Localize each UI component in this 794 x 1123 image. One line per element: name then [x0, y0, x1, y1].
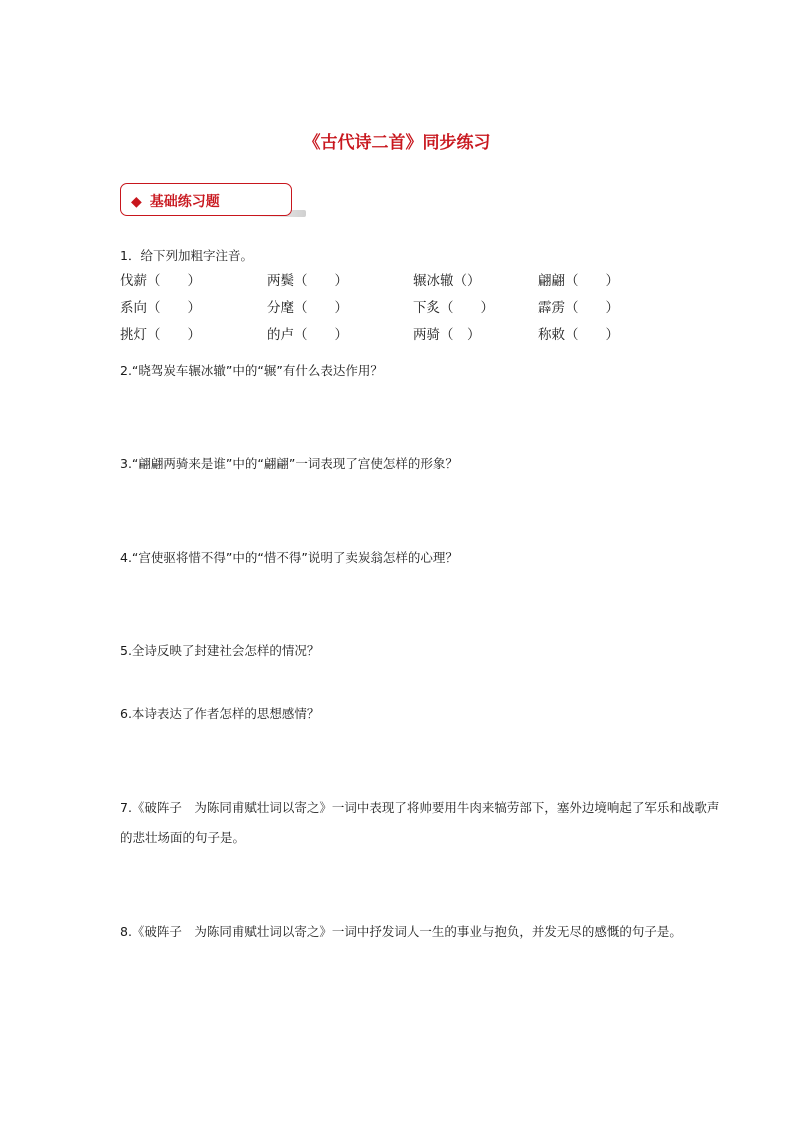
grid-cell: 分麾（ ） — [267, 300, 348, 316]
grid-cell: 挑灯（ ） — [120, 327, 201, 343]
question-2: 2.“晓驾炭车辗冰辙”中的“辗”有什么表达作用？ — [120, 363, 383, 378]
grid-row — [120, 296, 640, 323]
question-6: 6.本诗表达了作者怎样的思想感情？ — [120, 706, 320, 721]
question-8: 8.《破阵子 为陈同甫赋壮词以寄之》一词中抒发词人一生的事业与抱负，并发无尽的感慨的句子是。 — [120, 924, 682, 939]
grid-cell: 霹雳（ ） — [538, 300, 619, 316]
question-4: 4.“宫使驱将惜不得”中的“惜不得”说明了卖炭翁怎样的心理？ — [120, 550, 458, 565]
grid-cell: 系向（ ） — [120, 300, 201, 316]
section-title: 基础练习题 — [149, 194, 220, 210]
grid-cell: 辗冰辙（） — [413, 273, 481, 289]
question-7: 7.《破阵子 为陈同甫赋壮词以寄之》一词中表现了将帅要用牛肉来犒劳部下，塞外边境响起了军乐和战歌声的悲壮场面的句子是。 — [120, 800, 720, 845]
grid-cell: 下炙（ ） — [413, 300, 494, 316]
question-5: 5.全诗反映了封建社会怎样的情况？ — [120, 643, 320, 658]
grid-cell: 的卢（ ） — [267, 327, 348, 343]
section-header — [120, 183, 292, 216]
question-3: 3.“翩翩两骑来是谁”中的“翩翩”一词表现了宫使怎样的形象？ — [120, 456, 458, 471]
diamond-icon: ◆ — [131, 194, 142, 210]
grid-cell: 伐薪（ ） — [120, 273, 201, 289]
question-1-prompt: 1．给下列加粗字注音。 — [120, 248, 253, 263]
pinyin-grid — [120, 269, 640, 350]
grid-cell: 两鬓（ ） — [267, 273, 348, 289]
grid-cell: 两骑（ ） — [413, 327, 481, 343]
grid-row — [120, 269, 640, 296]
grid-cell: 称敕（ ） — [538, 327, 619, 343]
page-title: 《古代诗二首》同步练习 — [303, 133, 491, 153]
grid-cell: 翩翩（ ） — [538, 273, 619, 289]
grid-row — [120, 323, 640, 350]
